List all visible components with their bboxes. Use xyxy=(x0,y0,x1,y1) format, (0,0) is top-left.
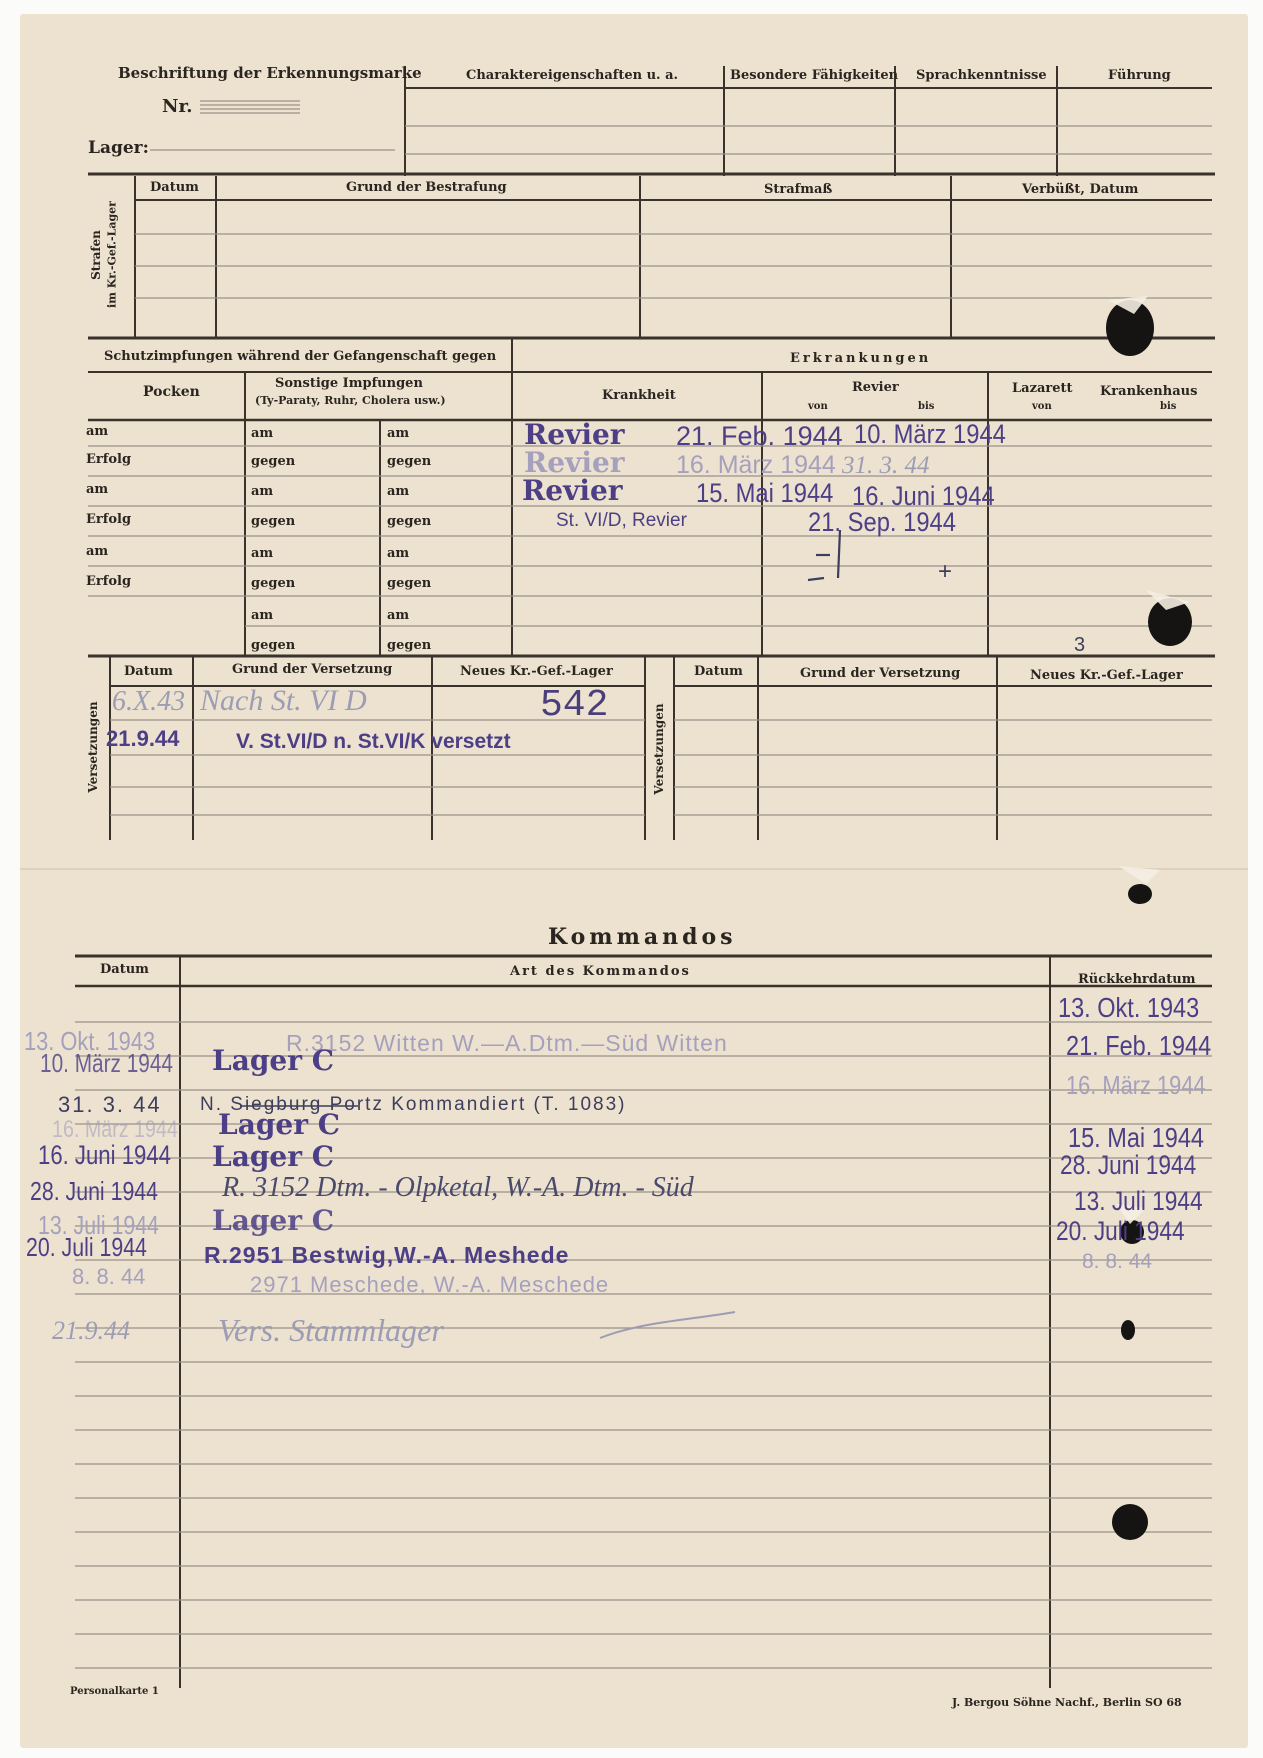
kommando-rueck-7: 20. Juli 1944 xyxy=(1056,1216,1185,1246)
kommando-art-10: Vers. Stammlager xyxy=(218,1312,444,1348)
nr-label: Nr. xyxy=(162,96,193,117)
kommando-art-8: R.2951 Bestwig,W.-A. Meshede xyxy=(204,1242,570,1268)
kommando-art-6: R. 3152 Dtm. - Olpketal, W.-A. Dtm. - Süd xyxy=(222,1172,694,1203)
kommando-art-7: Lager C xyxy=(212,1204,335,1237)
strafen-side-label-1: Strafen xyxy=(89,230,103,280)
krankheit-3: Revier xyxy=(522,474,623,507)
col-rueckkehr: Rückkehrdatum xyxy=(1078,972,1196,987)
sonst-gegen-2a: gegen xyxy=(251,514,296,529)
col-sonstige: Sonstige Impfungen xyxy=(275,376,423,391)
col-charakter: Charaktereigenschaften u. a. xyxy=(466,68,679,83)
pocken-am-2: am xyxy=(86,482,109,497)
pocken-erfolg-1: Erfolg xyxy=(86,452,132,467)
col-vers-lager-right: Neues Kr.-Gef.-Lager xyxy=(1030,668,1183,683)
kommando-datum-3: 31. 3. 44 xyxy=(58,1092,162,1117)
erkrankungen-title: Erkrankungen xyxy=(790,351,932,366)
vers-lager-1: 542 xyxy=(540,684,609,727)
kommando-rueck-2: 21. Feb. 1944 xyxy=(1066,1030,1212,1061)
krankheit-4: St. VI/D, Revier xyxy=(556,510,687,531)
lager-label: Lager: xyxy=(88,138,149,158)
sonst-am-2b: am xyxy=(387,484,410,499)
col-vers-grund-left: Grund der Versetzung xyxy=(232,662,393,677)
kommando-datum-2: 10. März 1944 xyxy=(40,1048,173,1078)
revier-von-3: 15. Mai 1944 xyxy=(696,478,834,508)
kommando-datum-8: 20. Juli 1944 xyxy=(26,1232,147,1262)
kommando-art-2: Lager C xyxy=(212,1044,335,1077)
col-fuehrung: Führung xyxy=(1108,68,1171,83)
kommando-rueck-6: 13. Juli 1944 xyxy=(1074,1186,1203,1216)
col-pocken: Pocken xyxy=(143,384,200,400)
sonst-gegen-3b: gegen xyxy=(387,576,432,591)
col-grund-bestrafung: Grund der Bestrafung xyxy=(346,180,507,195)
revier-bis-2: 31. 3. 44 xyxy=(842,452,930,479)
col-sprachkenntnisse: Sprachkenntnisse xyxy=(916,68,1047,83)
pocken-am-1: am xyxy=(86,424,109,439)
sonst-gegen-1b: gegen xyxy=(387,454,432,469)
vers-datum-2: 21.9.44 xyxy=(106,726,180,751)
kommando-datum-1: 13. Okt. 1943 xyxy=(24,1026,156,1056)
kommando-art-5: Lager C xyxy=(212,1140,335,1173)
col-vers-grund-right: Grund der Versetzung xyxy=(800,666,961,681)
kommando-datum-9: 8. 8. 44 xyxy=(72,1264,146,1289)
krankenhaus-bis: bis xyxy=(1160,401,1177,412)
kommando-rueck-1: 13. Okt. 1943 xyxy=(1058,992,1200,1023)
kommando-datum-7: 13. Juli 1944 xyxy=(38,1210,159,1240)
pocken-erfolg-3: Erfolg xyxy=(86,574,132,589)
vers-datum-1: 6.X.43 xyxy=(112,686,186,717)
col-krankenhaus: Krankenhaus xyxy=(1100,384,1198,399)
sonst-am-1a: am xyxy=(251,426,274,441)
footer-printer: J. Bergou Söhne Nachf., Berlin SO 68 xyxy=(952,1696,1182,1709)
col-faehigkeiten: Besondere Fähigkeiten xyxy=(730,68,899,83)
col-kommando-art: Art des Kommandos xyxy=(510,964,691,979)
col-strafmass: Strafmaß xyxy=(764,182,833,197)
kommando-art-3: N. Siegburg Portz Kommandiert (T. 1083) xyxy=(200,1094,627,1115)
revier-von: von xyxy=(808,401,828,412)
col-strafen-datum: Datum xyxy=(150,180,199,195)
kommando-datum-6: 28. Juni 1944 xyxy=(30,1176,159,1206)
kommando-art-1: R.3152 Witten W.—A.Dtm.—Süd Witten xyxy=(286,1030,728,1056)
erkennungsmarke-label: Beschriftung der Erkennungsmarke xyxy=(118,64,422,82)
sonst-am-4a: am xyxy=(251,608,274,623)
lazarett-von: von xyxy=(1032,401,1052,412)
sonst-am-3b: am xyxy=(387,546,410,561)
kommando-art-4: Lager C xyxy=(218,1108,341,1141)
impfungen-title: Schutzimpfungen während der Gefangenschaft gegen xyxy=(104,349,497,364)
sonst-gegen-2b: gegen xyxy=(387,514,432,529)
pocken-am-3: am xyxy=(86,544,109,559)
col-sonstige-sub: (Ty-Paraty, Ruhr, Cholera usw.) xyxy=(255,394,446,407)
revier-von-4: 21. Sep. 1944 xyxy=(808,507,956,537)
sonst-gegen-1a: gegen xyxy=(251,454,296,469)
revier-bis: bis xyxy=(918,401,935,412)
kommando-datum-4: 16. März 1944 xyxy=(52,1116,178,1143)
revier-bis-1: 10. März 1944 xyxy=(854,419,1006,449)
kommando-rueck-5: 28. Juni 1944 xyxy=(1060,1150,1197,1180)
revier-mark-plus: + xyxy=(938,558,953,585)
sonst-am-3a: am xyxy=(251,546,274,561)
lazarett-mark: 3 xyxy=(1074,634,1086,656)
kommando-art-9: 2971 Meschede, W.-A. Meschede xyxy=(250,1272,610,1297)
sonst-am-1b: am xyxy=(387,426,410,441)
versetzungen-side-label-right: Versetzungen xyxy=(652,703,666,795)
footer-form-id: Personalkarte 1 xyxy=(70,1686,159,1697)
kommando-rueck-8: 8. 8. 44 xyxy=(1082,1250,1153,1273)
col-revier: Revier xyxy=(852,380,899,395)
col-vers-datum-left: Datum xyxy=(124,664,173,679)
versetzungen-side-label-left: Versetzungen xyxy=(86,701,100,793)
krankheit-2: Revier xyxy=(524,446,625,479)
sonst-am-4b: am xyxy=(387,608,410,623)
revier-von-2: 16. März 1944 xyxy=(676,451,836,479)
vers-grund-2: V. St.VI/D n. St.VI/K versetzt xyxy=(236,730,511,753)
col-lazarett: Lazarett xyxy=(1012,381,1073,396)
col-kommando-datum: Datum xyxy=(100,962,149,977)
sonst-am-2a: am xyxy=(251,484,274,499)
kommandos-title: Kommandos xyxy=(548,924,737,950)
kommando-datum-5: 16. Juni 1944 xyxy=(38,1140,171,1170)
revier-von-1: 21. Feb. 1944 xyxy=(676,421,843,451)
kommando-rueck-3: 16. März 1944 xyxy=(1066,1070,1206,1100)
col-krankheit: Krankheit xyxy=(602,388,676,403)
sonst-gegen-4b: gegen xyxy=(387,638,432,653)
sonst-gegen-4a: gegen xyxy=(251,638,296,653)
kommando-datum-10: 21.9.44 xyxy=(52,1316,130,1345)
sonst-gegen-3a: gegen xyxy=(251,576,296,591)
pocken-erfolg-2: Erfolg xyxy=(86,512,132,527)
strafen-side-label-2: im Kr.-Gef.-Lager xyxy=(105,201,119,308)
krankheit-1: Revier xyxy=(524,418,625,451)
col-verbuesst: Verbüßt, Datum xyxy=(1022,182,1139,197)
kommando-rueck-4: 15. Mai 1944 xyxy=(1068,1122,1204,1153)
revier-bis-3: 16. Juni 1944 xyxy=(852,481,995,511)
col-vers-datum-right: Datum xyxy=(694,664,743,679)
vers-grund-1: Nach St. VI D xyxy=(200,684,367,717)
col-vers-lager-left: Neues Kr.-Gef.-Lager xyxy=(460,664,613,679)
